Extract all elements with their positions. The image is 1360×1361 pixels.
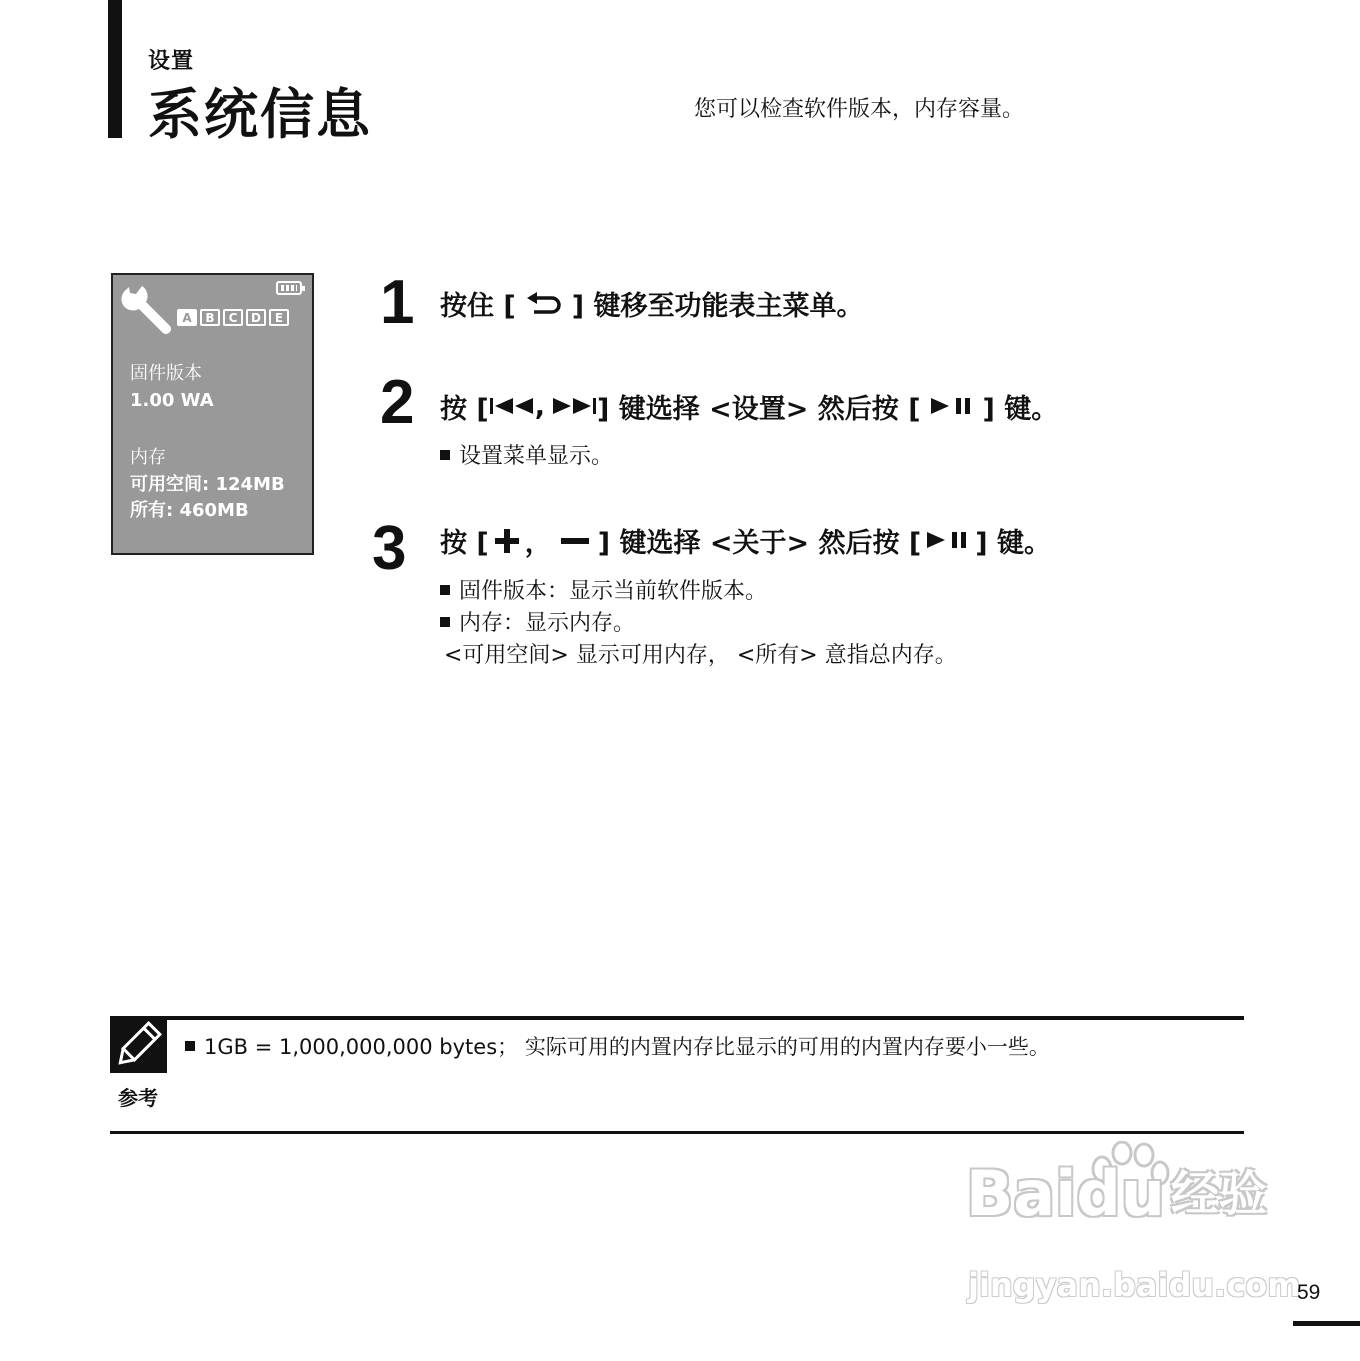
- step-2-text-after: ] 键。: [982, 394, 1059, 425]
- firmware-value: 1.00 WA: [130, 390, 214, 411]
- section-label: 设置: [148, 49, 195, 74]
- step-1-number: 1: [380, 268, 415, 337]
- note-label: 参考: [118, 1086, 158, 1110]
- folder-a-icon: A: [177, 309, 197, 326]
- watermark-paw: [1076, 1157, 1165, 1230]
- skip-forward-icon: [551, 396, 597, 418]
- step-2-text-before: 按 [: [440, 394, 489, 425]
- step-3-bullet-1-text: 固件版本：显示当前软件版本。: [459, 579, 768, 604]
- total-space: 所有: 460MB: [130, 500, 249, 521]
- page-number-rule: [1293, 1321, 1360, 1326]
- step-2-text: [440, 387, 1058, 426]
- folder-e-icon: E: [269, 309, 289, 326]
- bullet-square-icon: [440, 585, 450, 595]
- page-number: 59: [1297, 1281, 1321, 1304]
- folder-tabs: [177, 309, 289, 326]
- memory-label: 内存: [130, 447, 166, 468]
- step-2-bullet-text: 设置菜单显示。: [459, 444, 614, 469]
- step-3-continuation: <可用空间> 显示可用内存， <所有> 意指总内存。: [444, 643, 957, 668]
- watermark-logo-cn: 经验: [1170, 1166, 1267, 1222]
- pencil-note-icon: [110, 1018, 167, 1073]
- play-pause-icon: [929, 396, 975, 418]
- device-screen: [111, 273, 314, 555]
- intro-text: 您可以检查软件版本，内存容量。: [694, 97, 1025, 122]
- skip-back-icon: [489, 396, 535, 418]
- baidu-watermark: [966, 1155, 1267, 1230]
- page-title: 系统信息: [148, 83, 372, 146]
- folder-d-icon: D: [246, 309, 266, 326]
- free-space: 可用空间: 124MB: [130, 474, 285, 495]
- step-1-text: [440, 284, 864, 323]
- plus-icon: [493, 527, 521, 555]
- step-1-text-before: 按住 [: [440, 291, 516, 322]
- note-bottom-rule: [110, 1131, 1244, 1134]
- step-3-text-middle: ] 键选择 <关于> 然后按 [: [597, 528, 922, 559]
- step-1-text-after: ] 键移至功能表主菜单。: [571, 291, 864, 322]
- bullet-square-icon: [440, 450, 450, 460]
- folder-b-icon: B: [200, 309, 220, 326]
- bullet-square-icon: [185, 1041, 195, 1051]
- step-3-bullet-2-text: 内存：显示内存。: [459, 611, 636, 636]
- step-3-separator: ，: [524, 528, 552, 559]
- wrench-icon: [117, 283, 175, 339]
- step-3-bullet-1: [440, 574, 767, 605]
- minus-icon: [560, 527, 590, 555]
- step-3-text-after: ] 键。: [975, 528, 1052, 559]
- step-2-text-middle: ] 键选择 <设置> 然后按 [: [597, 394, 921, 425]
- note-text: [185, 1031, 1050, 1061]
- note-top-rule: [110, 1016, 1244, 1020]
- play-pause-icon: [925, 530, 971, 552]
- step-3-bullet-2: [440, 606, 635, 637]
- step-2-separator: ,: [534, 391, 546, 422]
- firmware-label: 固件版本: [130, 363, 202, 384]
- battery-icon: [276, 281, 302, 295]
- step-3-number: 3: [372, 514, 407, 583]
- step-2-bullet: [440, 439, 613, 470]
- step-2-number: 2: [380, 368, 415, 437]
- watermark-logo-text: Bai: [966, 1157, 1077, 1230]
- step-3-text: [440, 521, 1051, 560]
- header-bar: [108, 0, 122, 138]
- watermark-logo-text-2: du: [1076, 1157, 1165, 1230]
- bullet-square-icon: [440, 617, 450, 627]
- folder-c-icon: C: [223, 309, 243, 326]
- step-3-text-before: 按 [: [440, 528, 489, 559]
- back-icon: [524, 292, 564, 316]
- note-text-content: 1GB = 1,000,000,000 bytes； 实际可用的内置内存比显示的可用的内置内存要小一些。: [204, 1035, 1050, 1059]
- watermark-url: jingyan.baidu.com: [968, 1266, 1301, 1304]
